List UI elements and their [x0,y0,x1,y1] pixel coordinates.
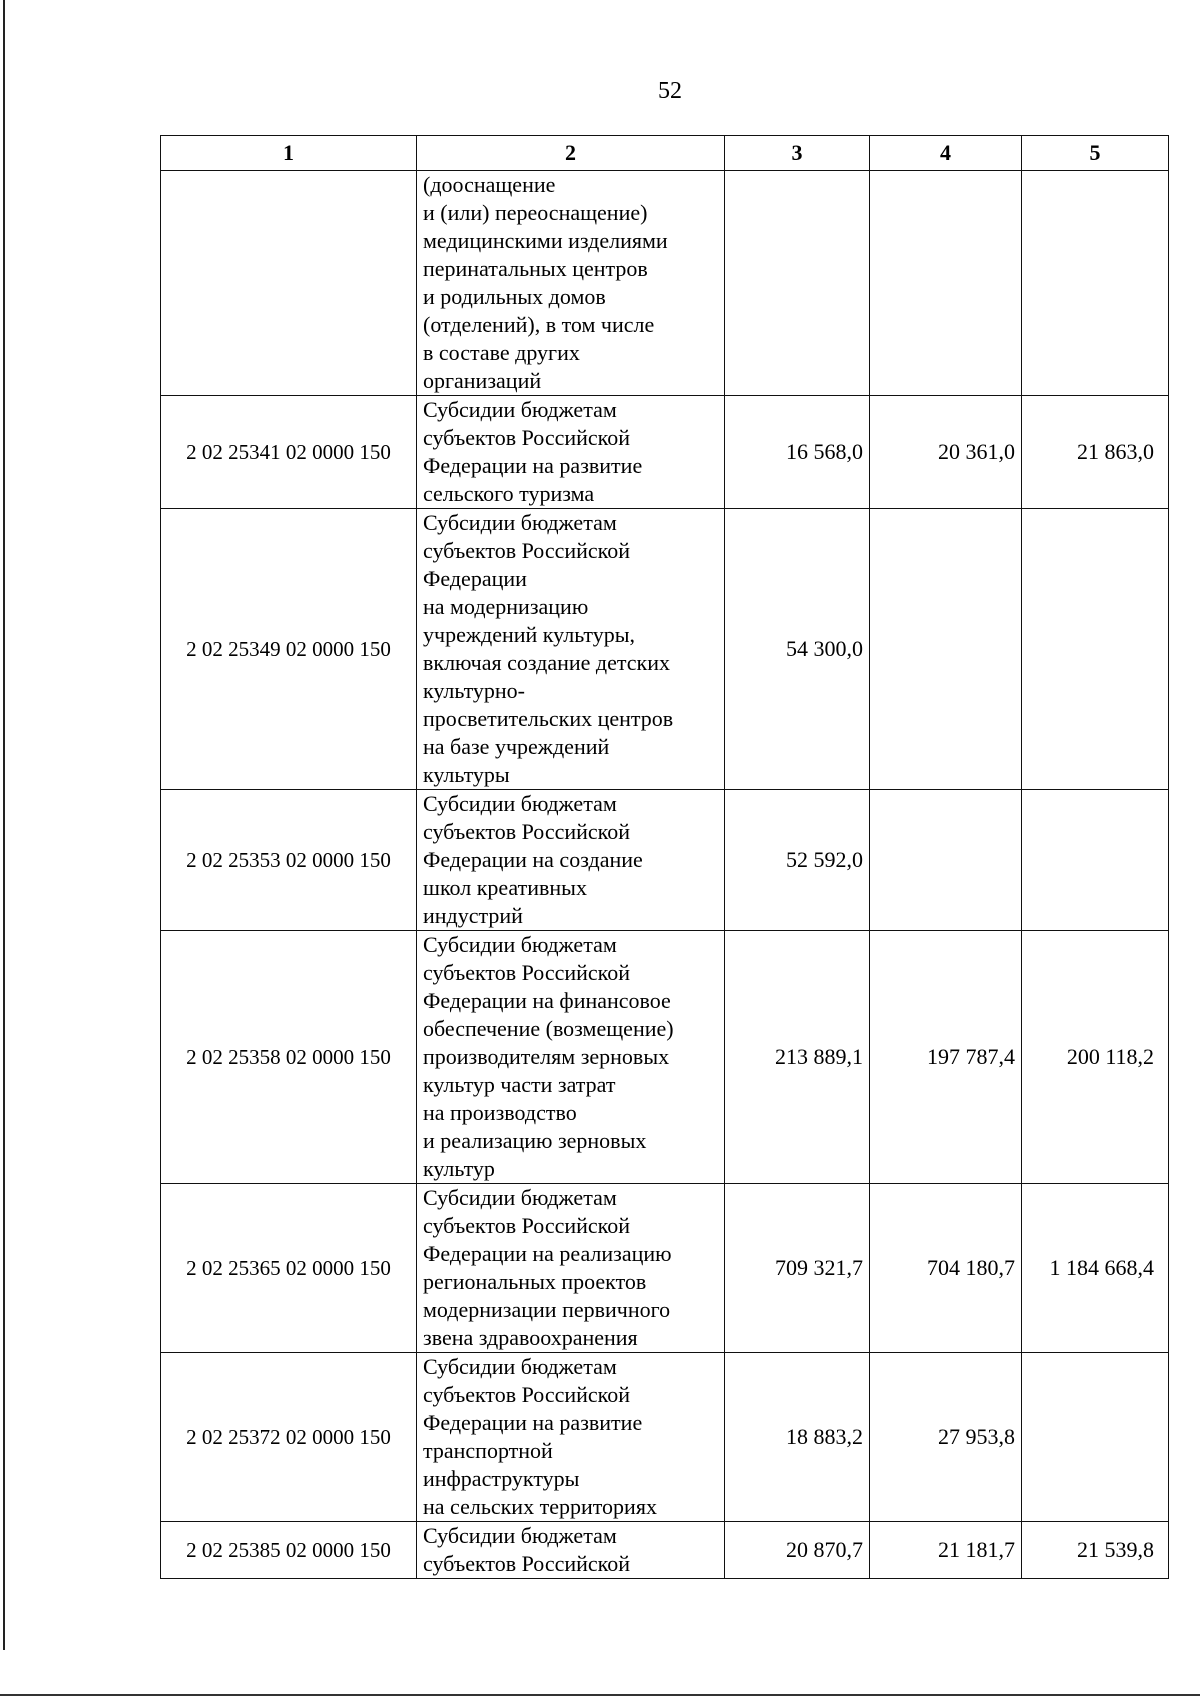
amount-col3-cell: 16 568,0 [725,396,870,509]
amount-col5-cell [1022,790,1169,931]
amount-col4-cell: 20 361,0 [870,396,1022,509]
budget-code-cell: 2 02 25349 02 0000 150 [161,509,417,790]
description-cell: Субсидии бюджетам субъектов Российской Федерации на модернизацию учреждений культуры, включая создание детских культурно- просветительских центров на базе учреждений культуры [417,509,725,790]
table-row [161,1522,1169,1579]
table-row [161,1353,1169,1522]
budget-table [160,135,1169,1579]
scan-margin-line [3,0,5,1650]
amount-col5-cell: 21 863,0 [1022,396,1169,509]
amount-col3-cell: 213 889,1 [725,931,870,1184]
header-col-5: 5 [1022,136,1169,171]
amount-col4-cell [870,790,1022,931]
page-number: 52 [658,78,682,104]
amount-col4-cell: 27 953,8 [870,1353,1022,1522]
amount-col4-cell [870,171,1022,396]
amount-col5-cell [1022,171,1169,396]
amount-col5-cell: 200 118,2 [1022,931,1169,1184]
amount-col3-cell: 20 870,7 [725,1522,870,1579]
table-row [161,396,1169,509]
budget-code-cell: 2 02 25372 02 0000 150 [161,1353,417,1522]
amount-col4-cell: 21 181,7 [870,1522,1022,1579]
amount-col5-cell: 1 184 668,4 [1022,1184,1169,1353]
description-cell: Субсидии бюджетам субъектов Российской Федерации на развитие сельского туризма [417,396,725,509]
budget-code-cell: 2 02 25353 02 0000 150 [161,790,417,931]
header-col-2: 2 [417,136,725,171]
description-cell: Субсидии бюджетам субъектов Российской Федерации на финансовое обеспечение (возмещение) производителям зерновых культур части затрат на производство и реализацию зерновых культур [417,931,725,1184]
amount-col3-cell: 52 592,0 [725,790,870,931]
description-cell: Субсидии бюджетам субъектов Российской Федерации на развитие транспортной инфраструктуры на сельских территориях [417,1353,725,1522]
amount-col3-cell: 709 321,7 [725,1184,870,1353]
description-cell: Субсидии бюджетам субъектов Российской Федерации на создание школ креативных индустрий [417,790,725,931]
amount-col5-cell [1022,509,1169,790]
budget-code-cell: 2 02 25341 02 0000 150 [161,396,417,509]
amount-col4-cell: 704 180,7 [870,1184,1022,1353]
header-col-4: 4 [870,136,1022,171]
description-cell: Субсидии бюджетам субъектов Российской Федерации на реализацию региональных проектов модернизации первичного звена здравоохранения [417,1184,725,1353]
table-row [161,790,1169,931]
table-row [161,1184,1169,1353]
table-row [161,509,1169,790]
table-row [161,171,1169,396]
budget-code-cell: 2 02 25385 02 0000 150 [161,1522,417,1579]
table-row [161,931,1169,1184]
amount-col5-cell: 21 539,8 [1022,1522,1169,1579]
description-cell: (дооснащение и (или) переоснащение) медицинскими изделиями перинатальных центров и родильных домов (отделений), в том числе в составе других организаций [417,171,725,396]
amount-col3-cell: 54 300,0 [725,509,870,790]
amount-col4-cell [870,509,1022,790]
amount-col5-cell [1022,1353,1169,1522]
budget-code-cell: 2 02 25365 02 0000 150 [161,1184,417,1353]
header-col-3: 3 [725,136,870,171]
budget-code-cell: 2 02 25358 02 0000 150 [161,931,417,1184]
header-col-1: 1 [161,136,417,171]
table-header-row [161,136,1169,171]
description-cell: Субсидии бюджетам субъектов Российской [417,1522,725,1579]
amount-col4-cell: 197 787,4 [870,931,1022,1184]
scan-bottom-line [0,1694,1200,1696]
amount-col3-cell [725,171,870,396]
budget-code-cell [161,171,417,396]
amount-col3-cell: 18 883,2 [725,1353,870,1522]
